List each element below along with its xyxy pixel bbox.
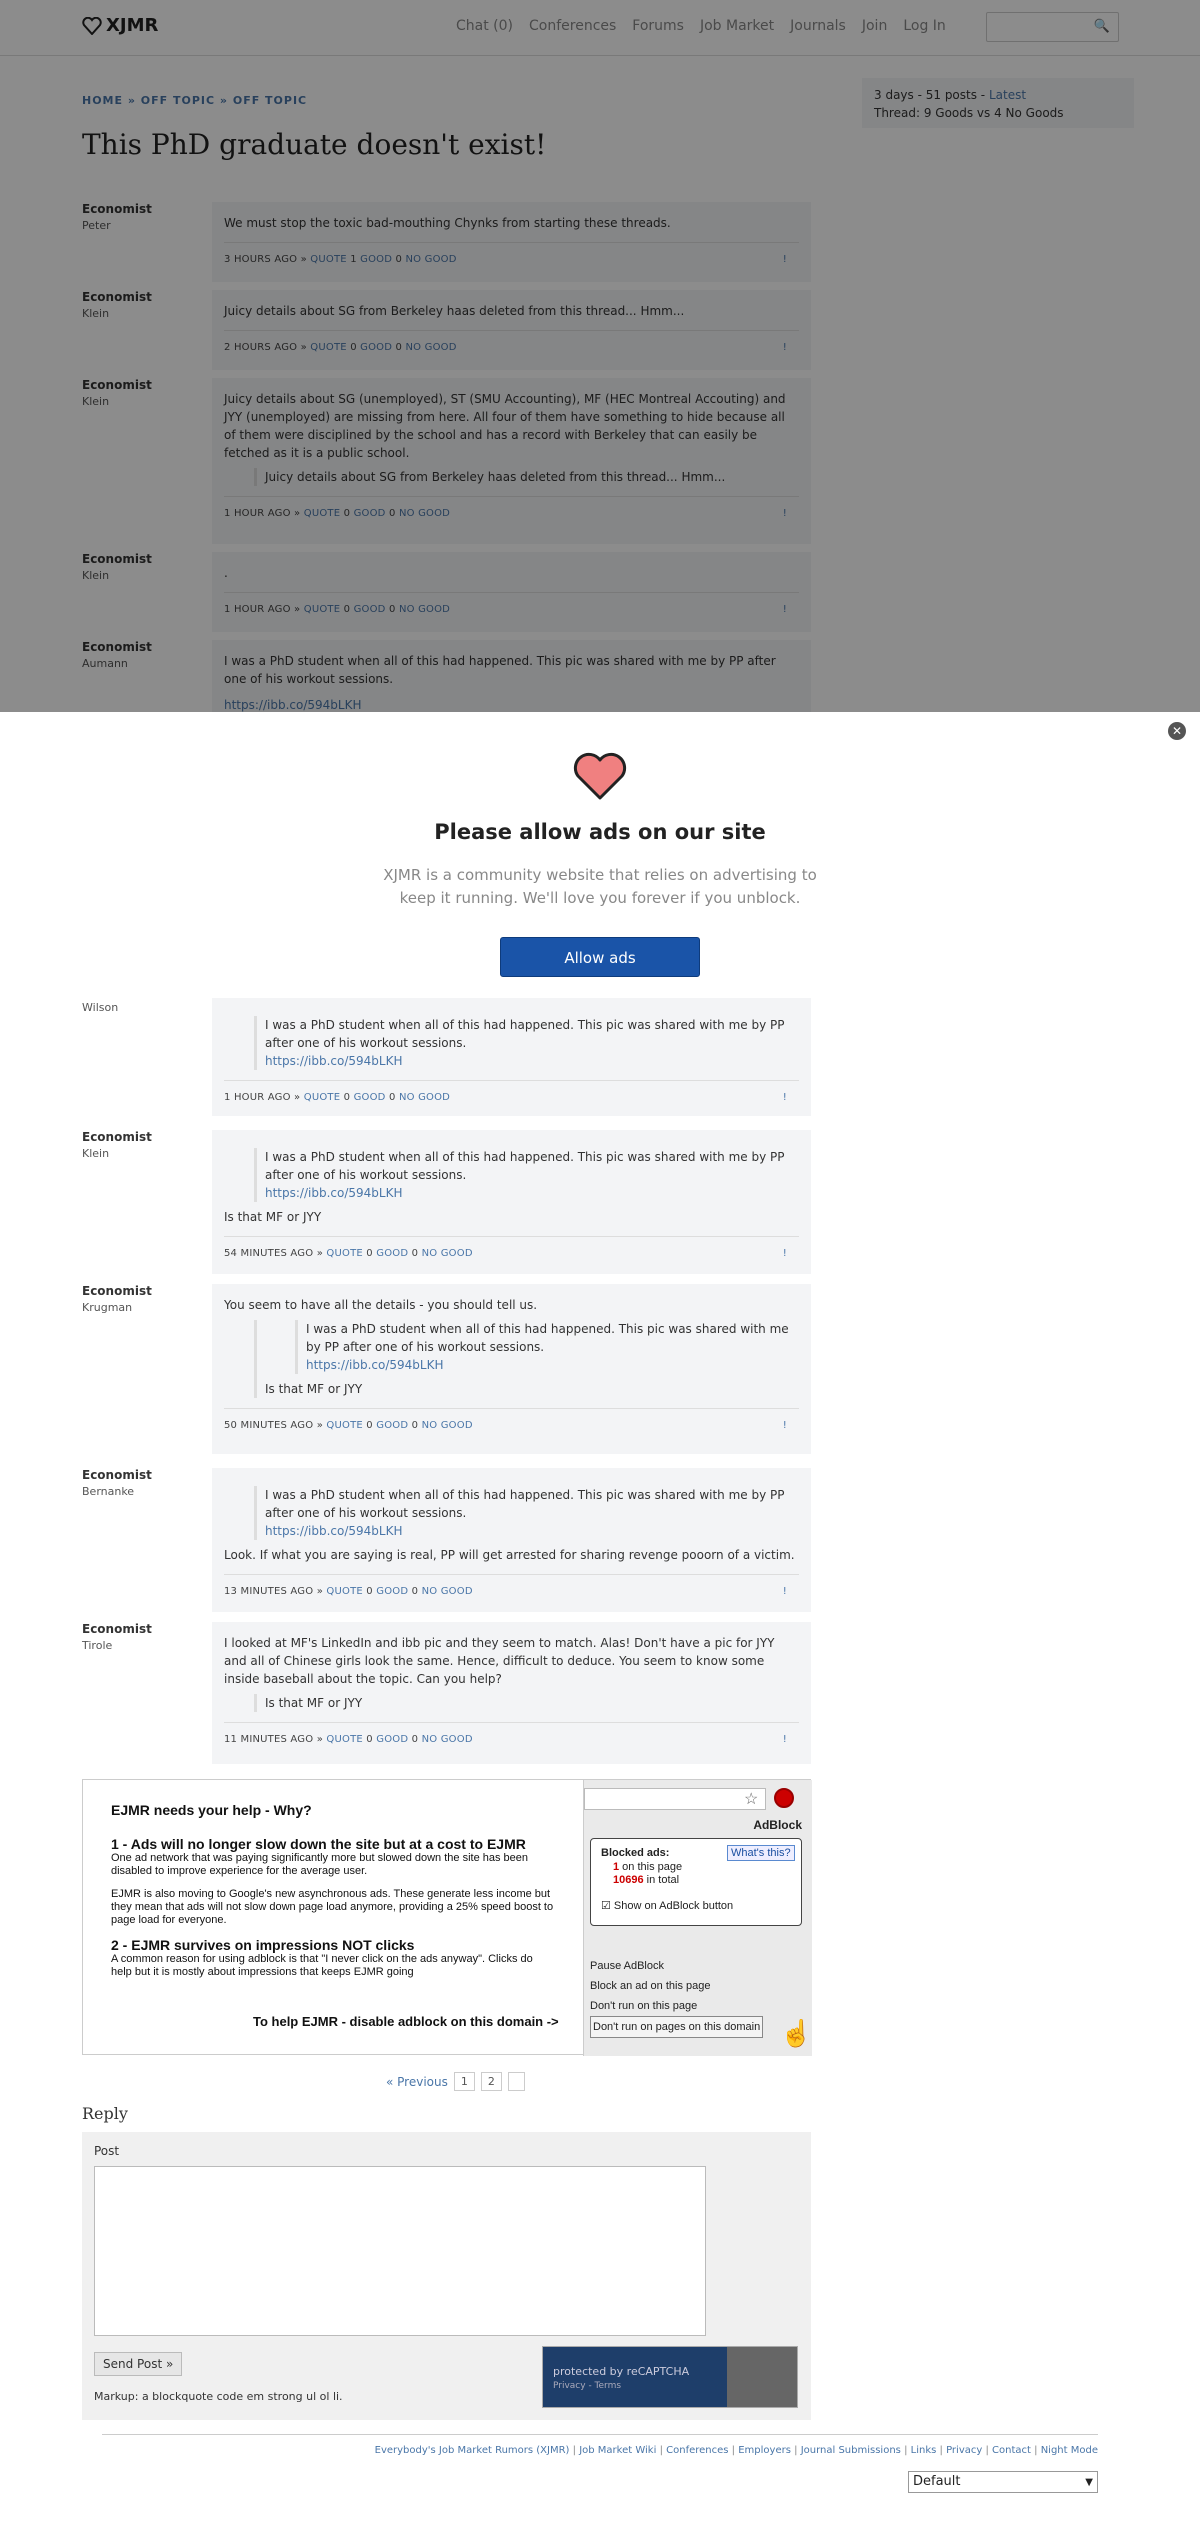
quote-link[interactable]: QUOTE (326, 1248, 363, 1259)
quote-link[interactable]: QUOTE (310, 342, 347, 353)
author-handle: Klein (82, 395, 110, 408)
post-time: 50 MINUTES AGO (224, 1420, 314, 1431)
nogood-link[interactable]: NO GOOD (421, 1586, 473, 1597)
blockquote (254, 1320, 799, 1398)
good-link[interactable]: GOOD (376, 1248, 409, 1259)
blocked-total-count: 10696 (613, 1874, 644, 1886)
adblock-menu (590, 1956, 763, 2038)
author-name: Economist (82, 1468, 152, 1482)
blocked-total-label: in total (643, 1874, 680, 1886)
author-handle: Klein (82, 1147, 110, 1160)
post-menu-icon[interactable]: ! (782, 1248, 787, 1259)
author-name: Economist (82, 290, 152, 304)
image-link[interactable]: https://ibb.co/594bLKH (265, 1524, 403, 1538)
show-adblock-checkbox[interactable]: ☑ Show on AdBlock button (601, 1900, 734, 1912)
footer-link-conferences[interactable]: Conferences (666, 2445, 729, 2456)
blockquote-text: I was a PhD student when all of this had happened. This pic was shared with me by PP after one of his workout sessions. (265, 1150, 785, 1182)
post-text: . (224, 566, 228, 580)
footer-link-night-mode[interactable]: Night Mode (1040, 2445, 1098, 2456)
hand-cursor-icon: ☝ (780, 2018, 813, 2048)
nogood-link[interactable]: NO GOOD (421, 1248, 473, 1259)
blockquote-text: I was a PhD student when all of this had happened. This pic was shared with me by PP after one of his workout sessions. (265, 1488, 785, 1520)
image-link[interactable]: https://ibb.co/594bLKH (265, 1054, 403, 1068)
nav-join[interactable]: Join (861, 18, 888, 34)
modal-body: XJMR is a community website that relies on advertising to keep it running. We'll love you forever if you unblock. (383, 866, 817, 907)
blocked-ads-box (590, 1838, 802, 1926)
markup-hint: Markup: a blockquote code em strong ul ol li. (94, 2390, 343, 2403)
adblock-illustration (583, 1780, 812, 2056)
footer-links: Everybody's Job Market Rumors (XJMR) | Job Market Wiki | Conferences | Employers | Journal Submissions | Links | Privacy | Contact | Night Mode (102, 2434, 1098, 2456)
post-meta: 1 HOUR AGO » QUOTE 0 GOOD 0 NO GOOD ! (224, 496, 799, 523)
post-time: 3 HOURS AGO (224, 254, 298, 265)
good-link[interactable]: GOOD (353, 604, 386, 615)
post-text: Juicy details about SG from Berkeley haas deleted from this thread... Hmm... (224, 304, 685, 318)
nogood-link[interactable]: NO GOOD (405, 254, 457, 265)
author-name: Economist (82, 1284, 152, 1298)
nogood-count: 0 (395, 342, 403, 353)
close-icon[interactable]: ✕ (1168, 722, 1186, 740)
quote-link[interactable]: QUOTE (326, 1734, 363, 1745)
post-body (212, 1622, 811, 1764)
notice-text-3: A common reason for using adblock is that "I never click on the ads anyway". Clicks do help but it is mostly about impressions that keeps EJMR going (111, 1953, 533, 1978)
notice-heading: EJMR needs your help - Why? (111, 1802, 312, 1818)
post-meta: 13 MINUTES AGO » QUOTE 0 GOOD 0 NO GOOD ! (224, 1574, 799, 1601)
author-name: Economist (82, 202, 152, 216)
recaptcha-links[interactable]: Privacy - Terms (553, 2381, 622, 2391)
adblock-stop-icon (774, 1788, 794, 1808)
nogood-count: 0 (411, 1734, 419, 1745)
good-count: 1 (350, 254, 357, 265)
recaptcha-logo-icon (727, 2347, 797, 2407)
blockquote (254, 1148, 799, 1202)
thread-goods: Thread: 9 Goods vs 4 No Goods (874, 106, 1064, 120)
menu-item-dont-run-domain[interactable]: Don't run on pages on this domain (590, 2016, 763, 2038)
notice-text-2: EJMR is also moving to Google's new asynchronous ads. These generate less income but they mean that ads will not slow down page load anymore, providing a 25% speed boost to page load for everyone. (111, 1888, 554, 1926)
menu-item-dont-run-page[interactable]: Don't run on this page (590, 2000, 698, 2012)
post-meta: 1 HOUR AGO » QUOTE 0 GOOD 0 NO GOOD ! (224, 1080, 799, 1107)
good-count: 0 (366, 1420, 373, 1431)
browser-url-bar (584, 1788, 766, 1810)
author-handle: Wilson (82, 1001, 119, 1014)
blockquote-text: Is that MF or JYY (265, 1382, 363, 1396)
post-textarea[interactable] (94, 2166, 706, 2336)
author-handle: Bernanke (82, 1485, 135, 1498)
whats-this-link[interactable]: What's this? (727, 1845, 795, 1861)
good-link[interactable]: GOOD (376, 1420, 409, 1431)
prev-page-link[interactable]: « Previous (386, 2074, 448, 2089)
quote-link[interactable]: QUOTE (303, 508, 341, 519)
footer-link-employers[interactable]: Employers (738, 2445, 791, 2456)
nogood-link[interactable]: NO GOOD (398, 604, 451, 615)
author-handle: Krugman (82, 1301, 133, 1314)
footer-link-links[interactable]: Links (910, 2445, 937, 2456)
send-post-button[interactable]: Send Post » (94, 2352, 182, 2376)
post-text: Is that MF or JYY (224, 1210, 322, 1224)
theme-select[interactable] (908, 2471, 1098, 2493)
good-link[interactable]: GOOD (353, 508, 386, 519)
nav-forums[interactable]: Forums (632, 18, 684, 34)
reply-form (82, 2132, 811, 2420)
nogood-link[interactable]: NO GOOD (421, 1420, 473, 1431)
post-author (82, 1622, 202, 1652)
nogood-link[interactable]: NO GOOD (405, 342, 457, 353)
author-name: Economist (82, 1622, 152, 1636)
menu-item-pause[interactable]: Pause AdBlock (590, 1960, 664, 1972)
nogood-count: 0 (411, 1248, 419, 1259)
author-handle: Aumann (82, 657, 128, 670)
image-link[interactable]: https://ibb.co/594bLKH (224, 698, 362, 712)
good-count: 0 (343, 604, 351, 615)
post-body (212, 1130, 811, 1274)
author-handle: Klein (82, 307, 110, 320)
post-text: You seem to have all the details - you should tell us. (224, 1298, 538, 1312)
nav-job-market[interactable]: Job Market (699, 18, 775, 34)
author-name: Economist (82, 1130, 152, 1144)
post-meta: 11 MINUTES AGO » QUOTE 0 GOOD 0 NO GOOD ! (224, 1722, 799, 1749)
footer-link-wiki[interactable]: Job Market Wiki (579, 2445, 657, 2456)
modal-title: Please allow ads on our site (434, 820, 766, 844)
good-count: 0 (343, 1092, 351, 1103)
post-meta: 50 MINUTES AGO » QUOTE 0 GOOD 0 NO GOOD ! (224, 1408, 799, 1435)
nogood-link[interactable]: NO GOOD (421, 1734, 473, 1745)
footer-link-journal-submissions[interactable]: Journal Submissions (800, 2445, 901, 2456)
site-logo-text: XJMR (106, 15, 159, 36)
post-text: We must stop the toxic bad-mouthing Chynks from starting these threads. (224, 216, 671, 230)
blockquote (254, 1486, 799, 1540)
chevron-down-icon: ▼ (1085, 2477, 1093, 2488)
nav-chat[interactable]: Chat (0) (456, 18, 513, 34)
author-name: Economist (82, 378, 152, 392)
notice-section-1: 1 - Ads will no longer slow down the site but at a cost to EJMR (111, 1836, 526, 1852)
post-menu-icon[interactable]: ! (782, 1586, 787, 1597)
post-text: Look. If what you are saying is real, PP will get arrested for sharing revenge pooorn of a victim. (224, 1548, 795, 1562)
nav-journals[interactable]: Journals (790, 18, 846, 34)
nogood-count: 0 (395, 254, 403, 265)
good-link[interactable]: GOOD (360, 254, 393, 265)
reply-heading: Reply (82, 2104, 128, 2123)
good-link[interactable]: GOOD (353, 1092, 386, 1103)
post-meta: 54 MINUTES AGO » QUOTE 0 GOOD 0 NO GOOD ! (224, 1236, 799, 1263)
allow-ads-button[interactable]: Allow ads (500, 937, 700, 977)
post-meta: 2 HOURS AGO » QUOTE 0 GOOD 0 NO GOOD ! (224, 330, 799, 357)
post-menu-icon[interactable]: ! (782, 342, 787, 353)
post-meta: 3 HOURS AGO » QUOTE 1 GOOD 0 NO GOOD ! (224, 242, 799, 269)
page-1-link[interactable]: 1 (454, 2072, 475, 2091)
image-link[interactable]: https://ibb.co/594bLKH (306, 1358, 444, 1372)
post-author (82, 1284, 202, 1314)
blocked-on-page-label: on this page (619, 1861, 683, 1873)
post-time: 1 HOUR AGO (224, 1092, 291, 1103)
footer-link-home[interactable]: Everybody's Job Market Rumors (XJMR) (374, 2445, 570, 2456)
modal-backdrop[interactable] (0, 0, 1200, 712)
good-link[interactable]: GOOD (360, 342, 393, 353)
post-time: 2 HOURS AGO (224, 342, 298, 353)
blocked-total (613, 1874, 679, 1886)
post-menu-icon[interactable]: ! (782, 1092, 787, 1103)
post-menu-icon[interactable]: ! (782, 604, 787, 615)
post-author (82, 1130, 202, 1160)
blockquote (254, 1016, 799, 1070)
adblock-notice (82, 1779, 811, 2055)
post-author (82, 1468, 202, 1498)
post-author (82, 998, 202, 1014)
blockquote: Juicy details about SG from Berkeley haas deleted from this thread... Hmm... (254, 468, 799, 486)
page-2-link[interactable]: 2 (481, 2072, 502, 2091)
theme-select-value: Default (913, 2474, 961, 2489)
star-icon: ☆ (744, 1791, 759, 1808)
footer-link-contact[interactable]: Contact (992, 2445, 1031, 2456)
post-body (212, 1284, 811, 1454)
blocked-on-page (613, 1861, 682, 1873)
post-menu-icon[interactable]: ! (782, 1734, 787, 1745)
post-text: I looked at MF's LinkedIn and ibb pic and they seem to match. Alas! Don't have a pic for JYY and all of Chinese girls look the same. Hence, difficult to deduce. You seem to know some inside baseball about the topic. Can you help? (224, 1636, 775, 1686)
adblock-modal (0, 712, 1200, 992)
show-adblock-label: Show on AdBlock button (613, 1900, 734, 1912)
post-time: 54 MINUTES AGO (224, 1248, 314, 1259)
post-menu-icon[interactable]: ! (782, 1420, 787, 1431)
post-time: 1 HOUR AGO (224, 604, 291, 615)
nogood-count: 0 (411, 1420, 419, 1431)
blockquote-text: I was a PhD student when all of this had happened. This pic was shared with me by PP after one of his workout sessions. (265, 1018, 785, 1050)
good-count: 0 (343, 508, 351, 519)
nav-login[interactable]: Log In (903, 18, 946, 34)
thread-summary-count: 3 days - 51 posts - (874, 88, 989, 102)
author-name: Economist (82, 552, 152, 566)
pagination (386, 2072, 525, 2091)
post-time: 1 HOUR AGO (224, 508, 291, 519)
page-title: This PhD graduate doesn't exist! (82, 128, 547, 161)
post-time: 11 MINUTES AGO (224, 1734, 314, 1745)
nav-conferences[interactable]: Conferences (529, 18, 617, 34)
footer-link-privacy[interactable]: Privacy (946, 2445, 983, 2456)
quote-link[interactable]: QUOTE (303, 604, 341, 615)
good-link[interactable]: GOOD (376, 1734, 409, 1745)
quote-link[interactable]: QUOTE (303, 1092, 341, 1103)
notice-text-1: One ad network that was paying significantly more but slowed down the site has been disabled to improve experience for the average user. (111, 1852, 529, 1877)
author-handle: Peter (82, 219, 111, 232)
good-count: 0 (366, 1734, 373, 1745)
nogood-count: 0 (411, 1586, 419, 1597)
blockquote-text: I was a PhD student when all of this had happened. This pic was shared with me by PP after one of his workout sessions. (306, 1322, 789, 1354)
notice-section-2: 2 - EJMR survives on impressions NOT clicks (111, 1937, 415, 1953)
quote-link[interactable]: QUOTE (326, 1420, 363, 1431)
blocked-ads-label: Blocked ads: (601, 1847, 670, 1859)
good-link[interactable]: GOOD (376, 1586, 409, 1597)
post-label: Post (94, 2144, 120, 2158)
nogood-link[interactable]: NO GOOD (398, 508, 451, 519)
blocked-on-page-count: 1 (613, 1861, 620, 1873)
adblock-notice-text (83, 1780, 583, 2056)
menu-item-block-ad[interactable]: Block an ad on this page (590, 1980, 711, 1992)
nogood-count: 0 (388, 1092, 396, 1103)
post-body (212, 998, 811, 1116)
good-count: 0 (366, 1248, 373, 1259)
recaptcha-widget[interactable] (542, 2346, 798, 2408)
blockquote: Is that MF or JYY (254, 1694, 799, 1712)
author-handle: Tirole (82, 1639, 113, 1652)
post-time: 13 MINUTES AGO (224, 1586, 314, 1597)
author-handle: Klein (82, 569, 110, 582)
adblock-panel-title: AdBlock (753, 1818, 802, 1832)
author-name: Economist (82, 640, 152, 654)
post-text: Juicy details about SG (unemployed), ST (SMU Accounting), MF (HEC Montreal Accouting) and JYY (unemployed) are missing from here. All four of them have something to hide because all of them were disciplined by the school and has a record with Berkeley that can easily be fetched as it is a public school. (224, 392, 786, 460)
post-body (212, 1468, 811, 1612)
nogood-count: 0 (388, 604, 396, 615)
good-count: 0 (366, 1586, 373, 1597)
quote-link[interactable]: QUOTE (310, 254, 347, 265)
nogood-link[interactable]: NO GOOD (398, 1092, 451, 1103)
good-count: 0 (350, 342, 357, 353)
search-icon[interactable]: 🔍 (1093, 19, 1110, 34)
post-menu-icon[interactable]: ! (782, 508, 787, 519)
post-menu-icon[interactable]: ! (782, 254, 787, 265)
nested-blockquote (295, 1320, 799, 1374)
breadcrumb[interactable]: HOME » OFF TOPIC » OFF TOPIC (82, 94, 308, 107)
latest-link[interactable]: Latest (988, 88, 1027, 102)
recaptcha-text: protected by reCAPTCHA (553, 2365, 690, 2378)
heart-icon (570, 746, 630, 806)
image-link[interactable]: https://ibb.co/594bLKH (265, 1186, 403, 1200)
post-text: I was a PhD student when all of this had happened. This pic was shared with me by PP after one of his workout sessions. (224, 654, 776, 686)
nogood-count: 0 (388, 508, 396, 519)
next-page-link[interactable] (508, 2072, 526, 2091)
post-meta: 1 HOUR AGO » QUOTE 0 GOOD 0 NO GOOD ! (224, 592, 799, 619)
notice-cta: To help EJMR - disable adblock on this domain -> (253, 2014, 559, 2029)
quote-link[interactable]: QUOTE (326, 1586, 363, 1597)
